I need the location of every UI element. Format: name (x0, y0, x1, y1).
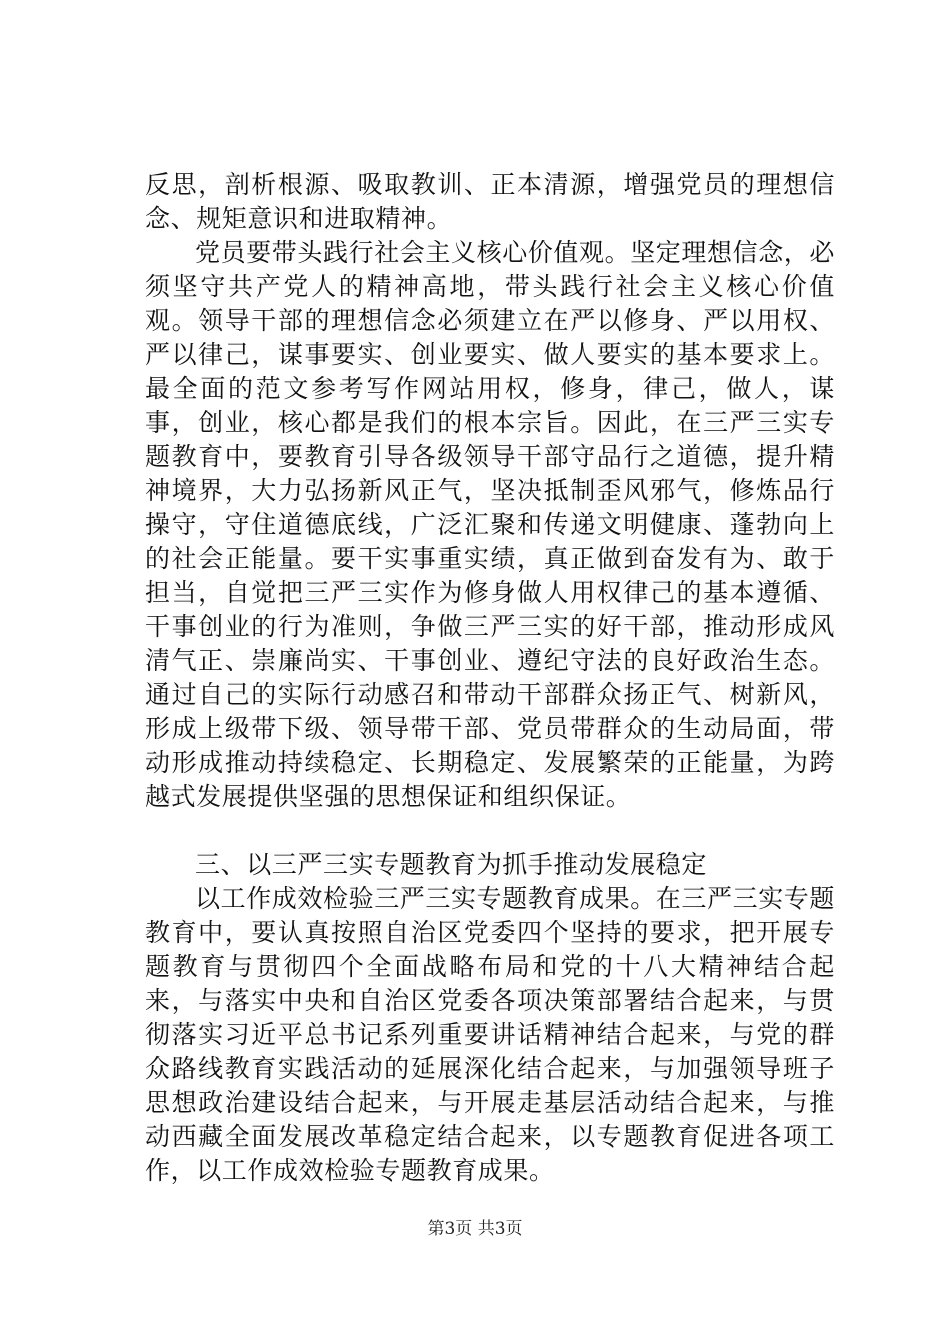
paragraph-continuation: 反思，剖析根源、吸取教训、正本清源，增强党员的理想信念、规矩意识和进取精神。 (145, 170, 835, 233)
paragraph-gap (145, 814, 835, 848)
section-heading: 三、以三严三实专题教育为抓手推动发展稳定 (195, 850, 708, 879)
paragraph-core-values: 党员要带头践行社会主义核心价值观。坚定理想信念，必须坚守共产党人的精神高地，带头践行社会主义核心价值观。领导干部的理想信念必须建立在严以修身、严以用权、严以律己，谋事要实、创业要实、做人要实的基本要求上。最全面的范文参考写作网站用权，修身，律己，做人，谋事，创业，核心都是我们的根本宗旨。因此，在三严三实专题教育中，要教育引导各级领导干部守品行之道德，提升精神境界，大力弘扬新风正气，坚决抵制歪风邪气，修炼品行操守，守住道德底线，广泛汇聚和传递文明健康、蓬勃向上的社会正能量。要干实事重实绩，真正做到奋发有为、敢于担当，自觉把三严三实作为修身做人用权律己的基本遵循、干事创业的行为准则，争做三严三实的好干部，推动形成风清气正、崇廉尚实、干事创业、遵纪守法的良好政治生态。通过自己的实际行动感召和带动干部群众扬正气、树新风，形成上级带下级、领导带干部、党员带群众的生动局面，带动形成推动持续稳定、长期稳定、发展繁荣的正能量，为跨越式发展提供坚强的思想保证和组织保证。 (145, 238, 836, 811)
page-footer: 第3页 共3页 (427, 1219, 523, 1239)
paragraph-work-results: 以工作成效检验三严三实专题教育成果。在三严三实专题教育中，要认真按照自治区党委四个坚持的要求，把开展专题教育与贯彻四个全面战略布局和党的十八大精神结合起来，与落实中央和自治区党委各项决策部署结合起来，与贯彻落实习近平总书记系列重要讲话精神结合起来，与党的群众路线教育实践活动的延展深化结合起来，与加强领导班子思想政治建设结合起来，与开展走基层活动结合起来，与推动西藏全面发展改革稳定结合起来，以专题教育促进各项工作，以工作成效检验专题教育成果。 (145, 884, 836, 1185)
document-body (145, 168, 835, 1188)
